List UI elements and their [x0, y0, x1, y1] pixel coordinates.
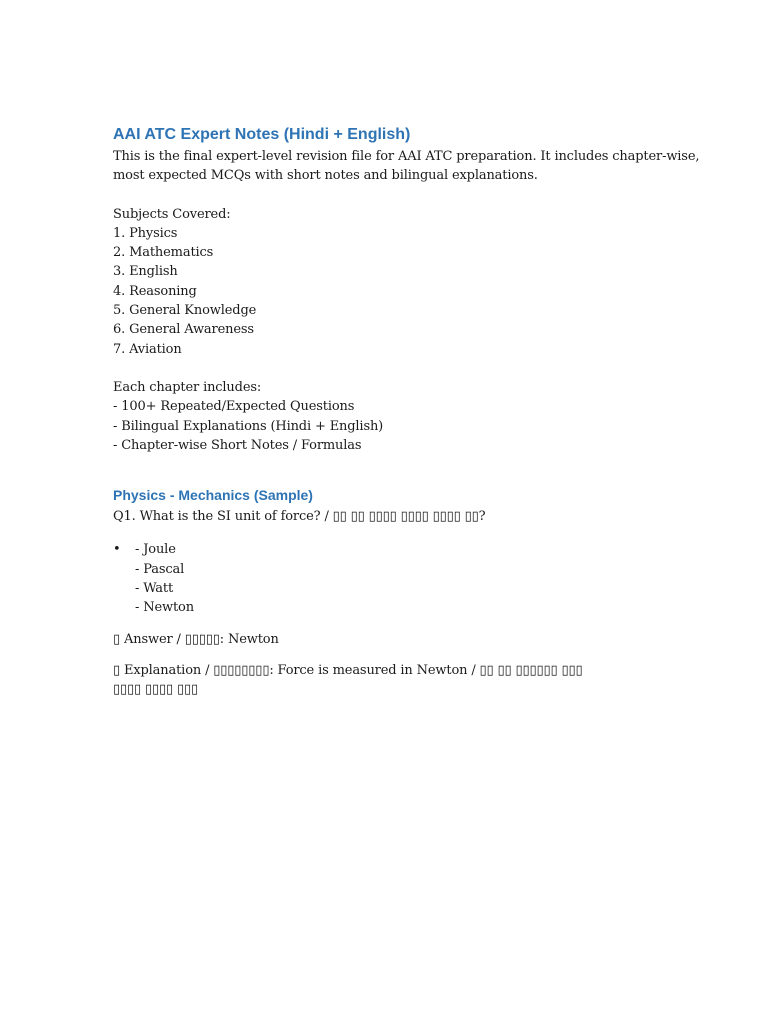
explanation-text: ▯▯▯▯ ▯▯▯▯ ▯▯▯ [113, 682, 199, 698]
includes-heading: Each chapter includes: [113, 379, 262, 395]
answer-line [113, 630, 673, 649]
question-text: Q1. What is the SI unit of force? / ▯▯ ▯▯ ▯▯▯▯ ▯▯▯▯ ▯▯▯▯ ▯▯? [113, 509, 486, 525]
option-item: - Joule [135, 542, 176, 558]
subject-item: 4. Reasoning [113, 283, 197, 299]
subjects-section [113, 205, 673, 359]
document-title: AAI ATC Expert Notes (Hindi + English) [113, 126, 411, 143]
option-item: - Pascal [135, 561, 185, 577]
includes-item: - Chapter-wise Short Notes / Formulas [113, 437, 362, 453]
option-item: - Newton [135, 600, 194, 616]
options-list [113, 540, 673, 617]
subject-item: 1. Physics [113, 225, 178, 241]
sample-heading: Physics - Mechanics (Sample) [113, 487, 313, 504]
answer-text: ▯ Answer / ▯▯▯▯▯: Newton [113, 631, 279, 647]
subject-item: 5. General Knowledge [113, 303, 257, 319]
subject-item: 2. Mathematics [113, 245, 214, 261]
subject-item: 3. English [113, 264, 178, 280]
intro-line: most expected MCQs with short notes and bilingual explanations. [113, 168, 538, 184]
subject-item: 6. General Awareness [113, 322, 254, 338]
intro-line: This is the final expert-level revision file for AAI ATC preparation. It includes chapter-wise, [113, 149, 700, 164]
subjects-heading: Subjects Covered: [113, 206, 231, 222]
option-item: - Watt [135, 581, 174, 597]
includes-item: - 100+ Repeated/Expected Questions [113, 399, 355, 415]
subject-item: 7. Aviation [113, 341, 182, 357]
bullet-icon: • [113, 542, 121, 558]
intro-paragraph [113, 147, 700, 186]
includes-item: - Bilingual Explanations (Hindi + English) [113, 418, 384, 434]
document-page [113, 124, 700, 700]
includes-section [113, 378, 673, 455]
explanation-text: ▯ Explanation / ▯▯▯▯▯▯▯▯: Force is measured in Newton / ▯▯ ▯▯ ▯▯▯▯▯▯ ▯▯▯ [113, 662, 583, 678]
explanation-block [113, 661, 673, 700]
